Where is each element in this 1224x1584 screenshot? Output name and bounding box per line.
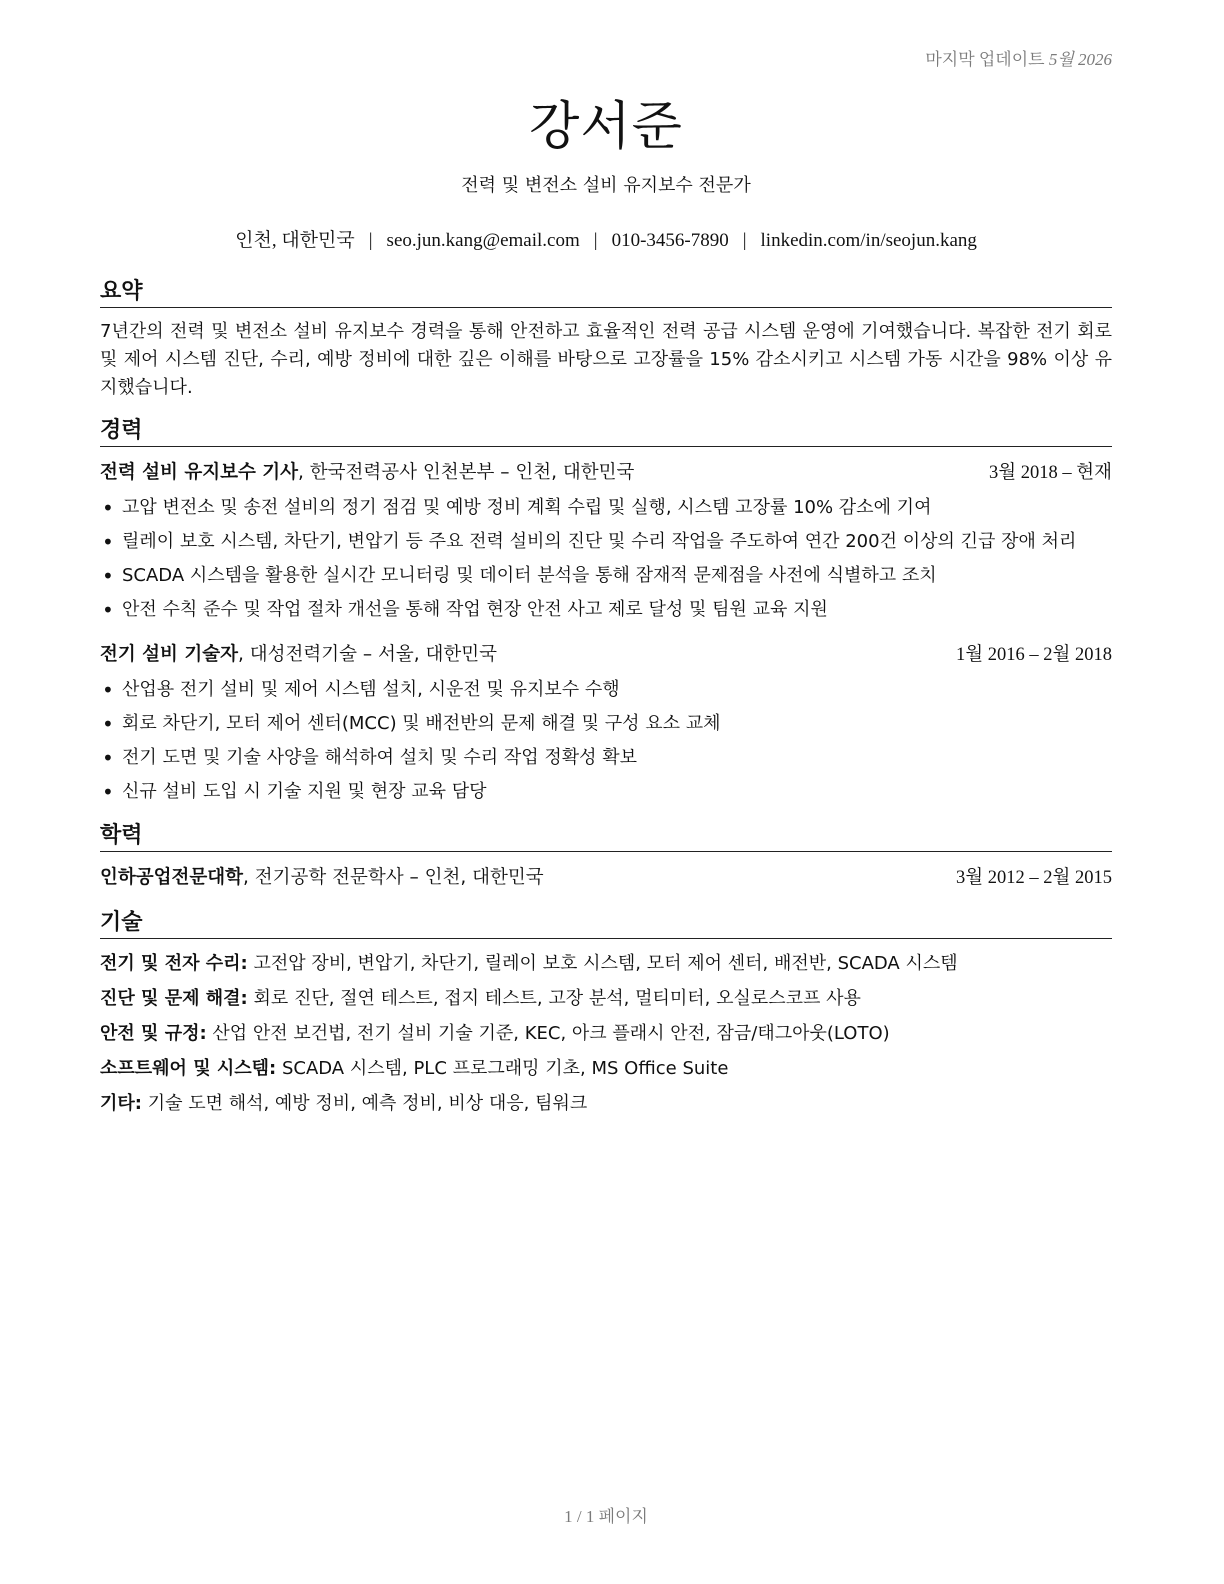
contact-separator: | — [742, 230, 747, 251]
job-bullet: • 고압 변전소 및 송전 설비의 정기 점검 및 예방 정비 계획 수립 및 실행, 시스템 고장률 10% 감소에 기여 — [100, 491, 1112, 525]
job-header — [100, 461, 1112, 485]
last-updated-date: 5월 2026 — [1048, 50, 1112, 69]
job-bullet: • 회로 차단기, 모터 제어 센터(MCC) 및 배전반의 문제 해결 및 구성 요소 교체 — [100, 707, 1112, 741]
skill-value: SCADA 시스템, PLC 프로그래밍 기초, MS Office Suite — [276, 1058, 729, 1079]
job-role: 전력 설비 유지보수 기사 — [100, 462, 299, 483]
last-updated-label: 마지막 업데이트 — [925, 50, 1045, 69]
job-entry — [100, 643, 1112, 809]
skill-value: 산업 안전 보건법, 전기 설비 기술 기준, KEC, 아크 플래시 안전, 잠금/태그아웃(LOTO) — [206, 1023, 890, 1044]
summary-text: 7년간의 전력 및 변전소 설비 유지보수 경력을 통해 안전하고 효율적인 전력 공급 시스템 운영에 기여했습니다. 복잡한 전기 회로 및 제어 시스템 진단, 수리, 예방 정비에 대한 깊은 이해를 바탕으로 고장률을 15% 감소시키고 시스템 가동 시간을 98% 이상 유지했습니다. — [100, 321, 1112, 398]
contact-linkedin[interactable]: linkedin.com/in/seojun.kang — [760, 230, 977, 251]
skill-row — [100, 1086, 1112, 1121]
job-bullet: • 신규 설비 도입 시 기술 지원 및 현장 교육 담당 — [100, 775, 1112, 809]
resume-page — [100, 0, 1112, 1584]
candidate-tagline: 전력 및 변전소 설비 유지보수 전문가 — [461, 175, 751, 196]
summary-title: 요약 — [100, 278, 1112, 308]
education-dates: 3월 2012 – 2월 2015 — [956, 868, 1112, 888]
skill-row — [100, 946, 1112, 981]
skill-value: 기술 도면 해석, 예방 정비, 예측 정비, 비상 대응, 팀워크 — [141, 1093, 588, 1114]
job-org: , 대성전력기술 – 서울, 대한민국 — [237, 644, 497, 665]
job-dates: 1월 2016 – 2월 2018 — [956, 645, 1112, 665]
skill-row — [100, 981, 1112, 1016]
skill-label: 전기 및 전자 수리: — [100, 953, 248, 974]
education-section — [100, 822, 1112, 890]
job-bullet: • 릴레이 보호 시스템, 차단기, 변압기 등 주요 전력 설비의 진단 및 수리 작업을 주도하여 연간 200건 이상의 긴급 장애 처리 — [100, 525, 1112, 559]
education-title: 학력 — [100, 822, 1112, 852]
contact-separator: | — [593, 230, 598, 251]
skill-row — [100, 1016, 1112, 1051]
skill-value: 회로 진단, 절연 테스트, 접지 테스트, 고장 분석, 멀티미터, 오실로스코프 사용 — [247, 988, 861, 1009]
contact-location: 인천, 대한민국 — [235, 230, 355, 251]
skills-section — [100, 909, 1112, 1121]
summary-section — [100, 278, 1112, 402]
skill-row — [100, 1051, 1112, 1086]
education-entry — [100, 866, 1112, 890]
job-org: , 한국전력공사 인천본부 – 인천, 대한민국 — [298, 462, 635, 483]
skill-value: 고전압 장비, 변압기, 차단기, 릴레이 보호 시스템, 모터 제어 센터, 배전반, SCADA 시스템 — [247, 953, 958, 974]
skill-label: 진단 및 문제 해결: — [100, 988, 248, 1009]
experience-section — [100, 417, 1112, 809]
education-school: 인하공업전문대학 — [100, 867, 243, 888]
skill-label: 기타: — [100, 1093, 142, 1114]
contact-phone[interactable]: 010-3456-7890 — [611, 230, 729, 251]
candidate-name: 강서준 — [529, 97, 683, 157]
education-detail: , 전기공학 전문학사 – 인천, 대한민국 — [242, 867, 544, 888]
skills-title: 기술 — [100, 909, 1112, 939]
job-bullets — [100, 673, 1112, 809]
job-bullet: • 안전 수칙 준수 및 작업 절차 개선을 통해 작업 현장 안전 사고 제로 달성 및 팀원 교육 지원 — [100, 593, 1112, 627]
job-dates: 3월 2018 – 현재 — [989, 463, 1112, 483]
skill-label: 소프트웨어 및 시스템: — [100, 1058, 277, 1079]
job-entry — [100, 461, 1112, 627]
job-bullet: • 산업용 전기 설비 및 제어 시스템 설치, 시운전 및 유지보수 수행 — [100, 673, 1112, 707]
page-footer: 1 / 1 페이지 — [564, 1507, 648, 1526]
contact-separator: | — [368, 230, 373, 251]
contact-line — [100, 225, 1112, 252]
contact-email[interactable]: seo.jun.kang@email.com — [386, 230, 580, 251]
skill-label: 안전 및 규정: — [100, 1023, 207, 1044]
job-bullet: • 전기 도면 및 기술 사양을 해석하여 설치 및 수리 작업 정확성 확보 — [100, 741, 1112, 775]
job-role: 전기 설비 기술자 — [100, 644, 238, 665]
job-bullet: • SCADA 시스템을 활용한 실시간 모니터링 및 데이터 분석을 통해 잠재적 문제점을 사전에 식별하고 조치 — [100, 559, 1112, 593]
job-bullets — [100, 491, 1112, 627]
job-header — [100, 643, 1112, 667]
last-updated — [925, 45, 1112, 70]
experience-title: 경력 — [100, 417, 1112, 447]
